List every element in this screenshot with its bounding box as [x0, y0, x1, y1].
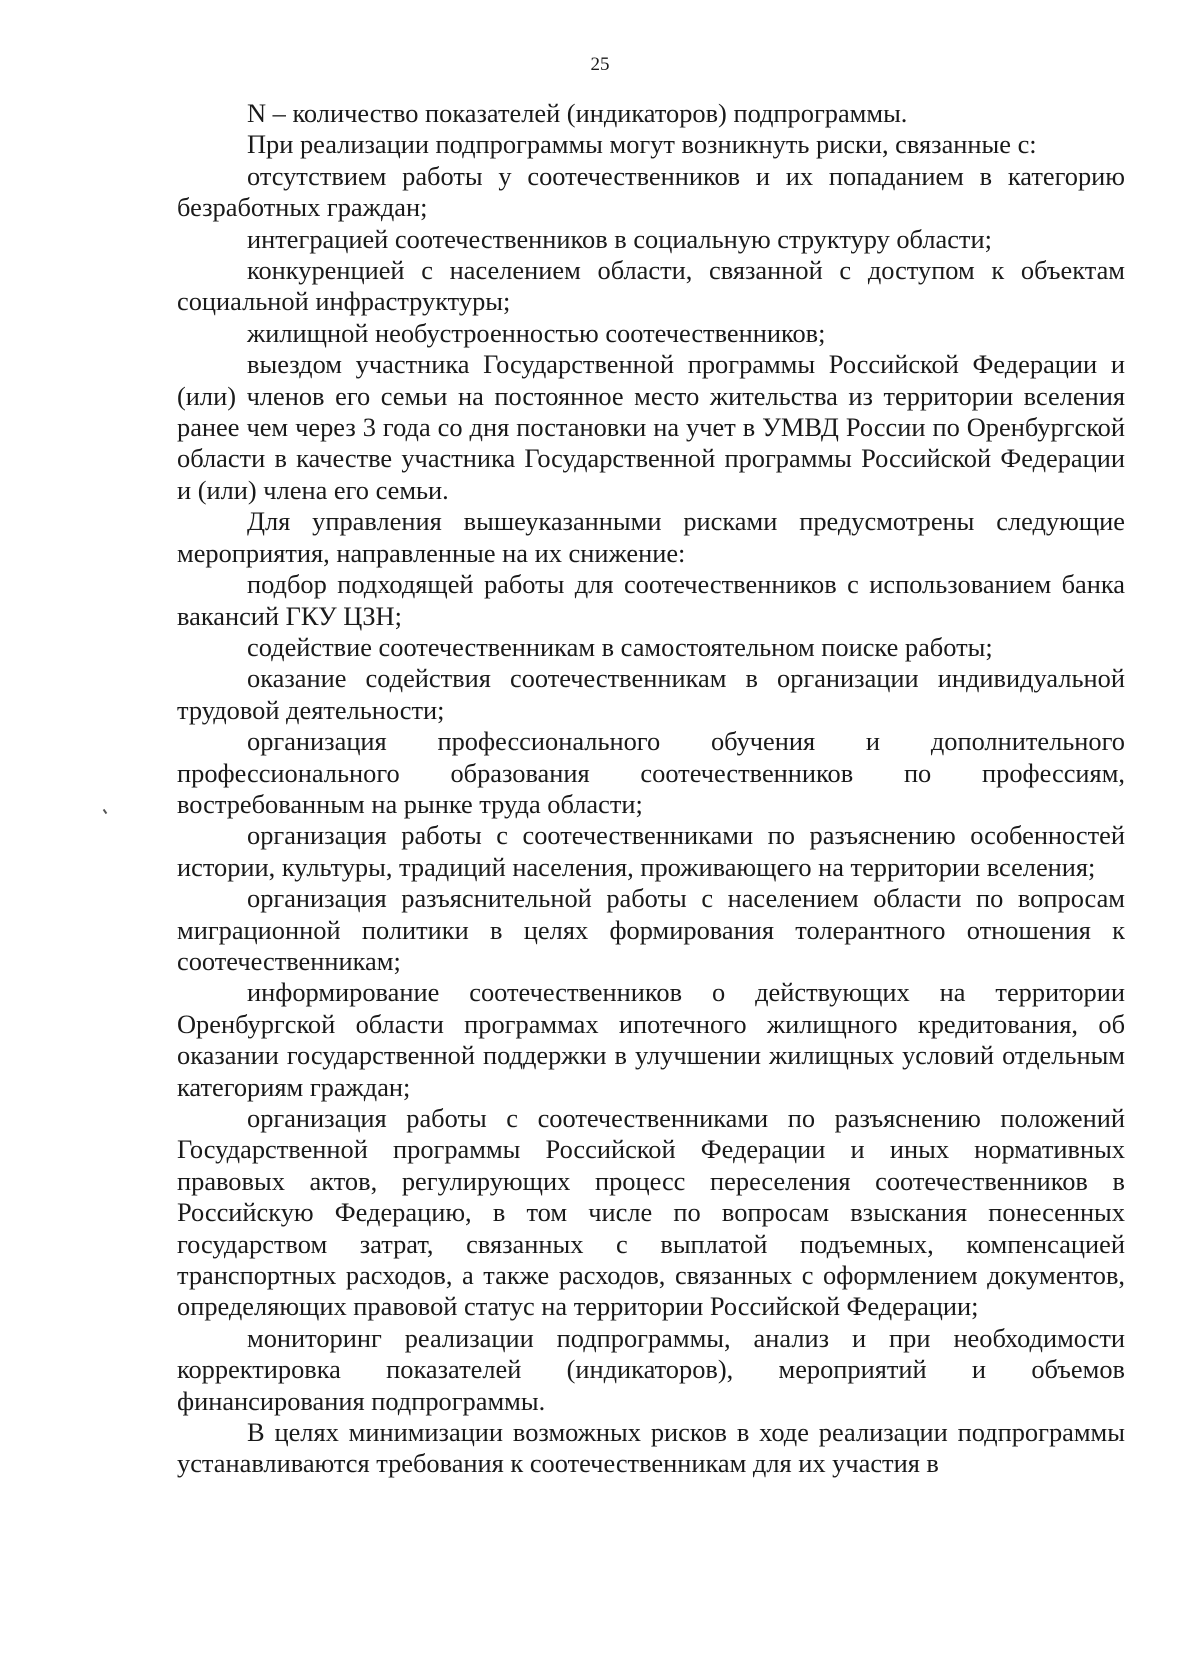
body-text [177, 98, 1125, 1480]
paragraph-measure-monitoring: мониторинг реализации подпрограммы, анализ и при необходимости корректировка показателей (индикаторов), мероприятий и объемов финансирования подпрограммы. [177, 1322, 1125, 1416]
paragraph-measure-self-employment: оказание содействия соотечественникам в организации индивидуальной трудовой деятельности; [177, 663, 1125, 725]
page-number: 25 [590, 54, 610, 75]
paragraph-measures-intro: Для управления вышеуказанными рисками предусмотрены следующие мероприятия, направленные на их снижение: [177, 506, 1125, 568]
paragraph-risk-housing: жилищной необустроенностью соотечественников; [247, 317, 826, 348]
paragraph-measure-legal: организация работы с соотечественниками по разъяснению положений Государственной программы Российской Федерации и иных нормативных правовых актов, регулирующих процесс переселения соотечественников в Российскую Федерацию, в том числе по вопросам взыскания понесенных государством затрат, связанных с выплатой подъемных, компенсацией транспортных расходов, а также расходов, связанных с оформлением документов, определяющих правовой статус на территории Российской Федерации; [177, 1103, 1125, 1322]
paragraph-measure-mortgage: информирование соотечественников о действующих на территории Оренбургской области программах ипотечного жилищного кредитования, об оказании государственной поддержки в улучшении жилищных условий отдельным категориям граждан; [177, 977, 1125, 1102]
scan-speck [103, 809, 108, 814]
paragraph-formula-note: N – количество показателей (индикаторов) подпрограммы. [247, 98, 908, 128]
paragraph-measure-job-selection: подбор подходящей работы для соотечественников с использованием банка вакансий ГКУ ЦЗН; [177, 569, 1125, 631]
paragraph-measure-training: организация профессионального обучения и дополнительного профессионального образования соотечественников по профессиям, востребованным на рынке труда области; [177, 726, 1125, 819]
paragraph-measure-tolerance: организация разъяснительной работы с населением области по вопросам миграционной политики в целях формирования толерантного отношения к соотечественникам; [177, 883, 1125, 976]
paragraph-risk-departure: выездом участника Государственной программы Российской Федерации и (или) членов его семьи на постоянное место жительства из территории вселения ранее чем через 3 года со дня постановки на учет в УМВД России по Оренбургской области в качестве участника Государственной программы Российской Федерации и (или) члена его семьи. [177, 349, 1125, 505]
paragraph-measure-job-search: содействие соотечественникам в самостоятельном поиске работы; [247, 631, 993, 662]
paragraph-measure-culture: организация работы с соотечественниками по разъяснению особенностей истории, культуры, традиций населения, проживающего на территории вселения; [177, 820, 1125, 882]
paragraph-risk-unemployment: отсутствием работы у соотечественников и их попаданием в категорию безработных граждан; [177, 160, 1125, 223]
paragraph-risks-intro: При реализации подпрограммы могут возникнуть риски, связанные с: [247, 129, 1037, 160]
paragraph-risk-competition: конкуренцией с населением области, связанной с доступом к объектам социальной инфраструктуры; [177, 255, 1125, 317]
paragraph-requirements: В целях минимизации возможных рисков в ходе реализации подпрограммы устанавливаются требования к соотечественникам для их участия в [177, 1417, 1125, 1479]
paragraph-risk-integration: интеграцией соотечественников в социальную структуру области; [247, 223, 992, 254]
